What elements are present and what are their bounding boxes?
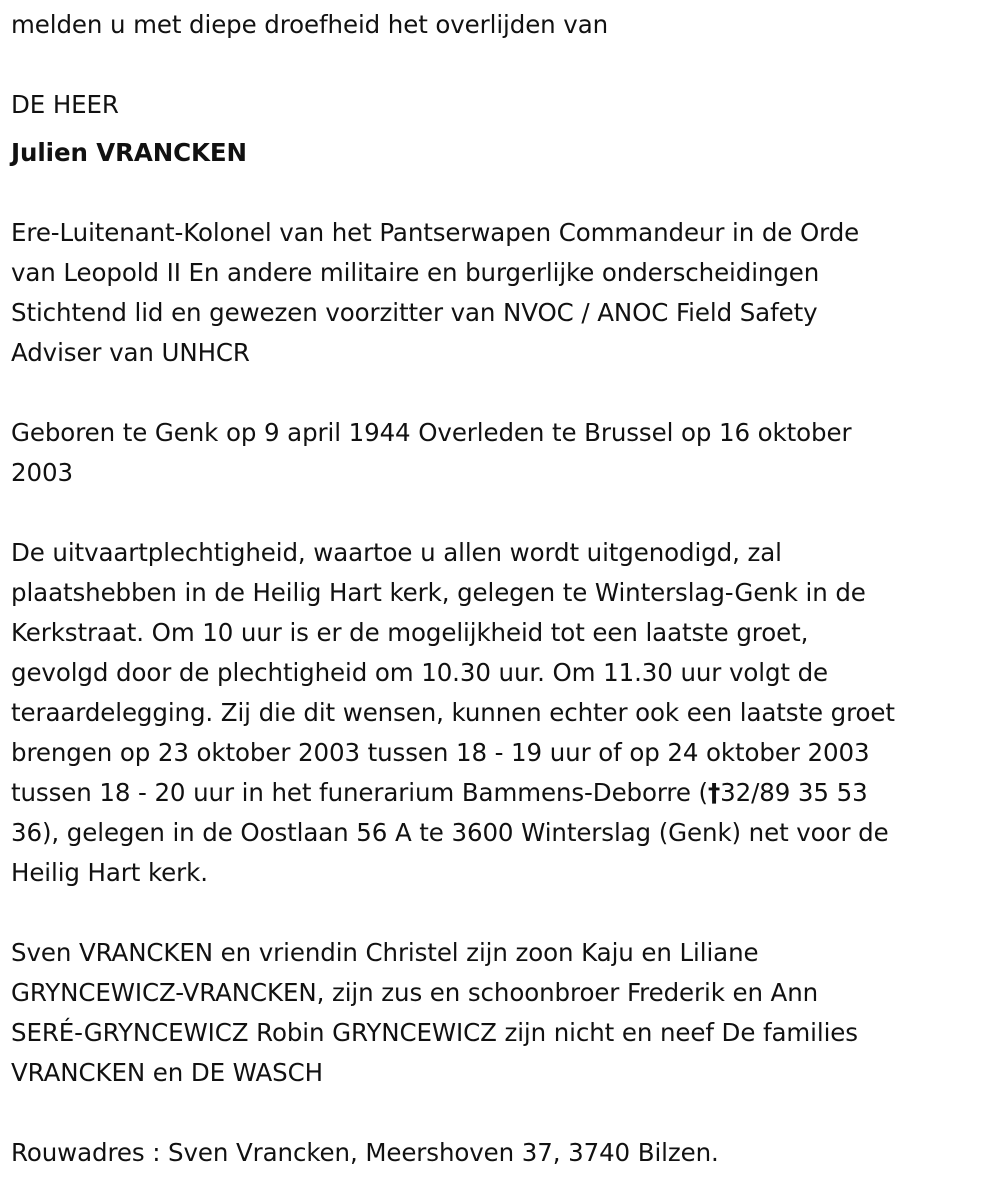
funeral-line: De uitvaartplechtigheid, waartoe u allen wordt uitgenodigd, zal — [11, 538, 782, 567]
funeral-paragraph — [11, 533, 986, 893]
distinctions-line: Adviser van UNHCR — [11, 338, 250, 367]
spacer — [11, 173, 986, 213]
distinctions-line: van Leopold II En andere militaire en burgerlijke onderscheidingen — [11, 258, 820, 287]
birth-death-line: Geboren te Genk op 9 april 1944 Overleden te Brussel op 16 oktober — [11, 418, 852, 447]
family-line: GRYNCEWICZ-VRANCKEN, zijn zus en schoonbroer Frederik en Ann — [11, 978, 819, 1007]
spacer — [11, 1093, 986, 1133]
birth-death-paragraph — [11, 413, 986, 493]
distinctions-line: Ere-Luitenant-Kolonel van het Pantserwapen Commandeur in de Orde — [11, 218, 860, 247]
family-line: SERÉ-GRYNCEWICZ Robin GRYNCEWICZ zijn nicht en neef De families — [11, 1018, 858, 1047]
funeral-line: plaatshebben in de Heilig Hart kerk, gelegen te Winterslag-Genk in de — [11, 578, 866, 607]
funeral-line: 36), gelegen in de Oostlaan 56 A te 3600 Winterslag (Genk) net voor de — [11, 818, 889, 847]
spacer — [11, 45, 986, 85]
spacer — [11, 373, 986, 413]
obituary-notice — [11, 0, 986, 1173]
funeral-line: Kerkstraat. Om 10 uur is er de mogelijkheid tot een laatste groet, — [11, 618, 809, 647]
funeral-line: teraardelegging. Zij die dit wensen, kunnen echter ook een laatste groet — [11, 698, 895, 727]
family-line: Sven VRANCKEN en vriendin Christel zijn zoon Kaju en Liliane — [11, 938, 759, 967]
funeral-line-text: tussen 18 - 20 uur in het funerarium Bammens-Deborre ( — [11, 778, 708, 807]
deceased-name: Julien VRANCKEN — [11, 138, 247, 167]
funeral-line: Heilig Hart kerk. — [11, 858, 208, 887]
intro-line: melden u met diepe droefheid het overlijden van — [11, 10, 609, 39]
funeral-line: gevolgd door de plechtigheid om 10.30 uur. Om 11.30 uur volgt de — [11, 658, 829, 687]
distinctions-line: Stichtend lid en gewezen voorzitter van NVOC / ANOC Field Safety — [11, 298, 818, 327]
spacer — [11, 893, 986, 933]
family-line: VRANCKEN en DE WASCH — [11, 1058, 323, 1087]
cross-icon: † — [707, 778, 721, 807]
family-paragraph — [11, 933, 986, 1093]
birth-death-line: 2003 — [11, 458, 73, 487]
distinctions-paragraph — [11, 213, 986, 373]
phone-number: 32/89 35 53 — [720, 778, 868, 807]
funeral-line-with-phone — [11, 773, 986, 813]
funeral-line: brengen op 23 oktober 2003 tussen 18 - 19 uur of op 24 oktober 2003 — [11, 738, 870, 767]
honorific-title: DE HEER — [11, 90, 119, 119]
mourning-address: Rouwadres : Sven Vrancken, Meershoven 37, 3740 Bilzen. — [11, 1138, 719, 1167]
spacer — [11, 493, 986, 533]
